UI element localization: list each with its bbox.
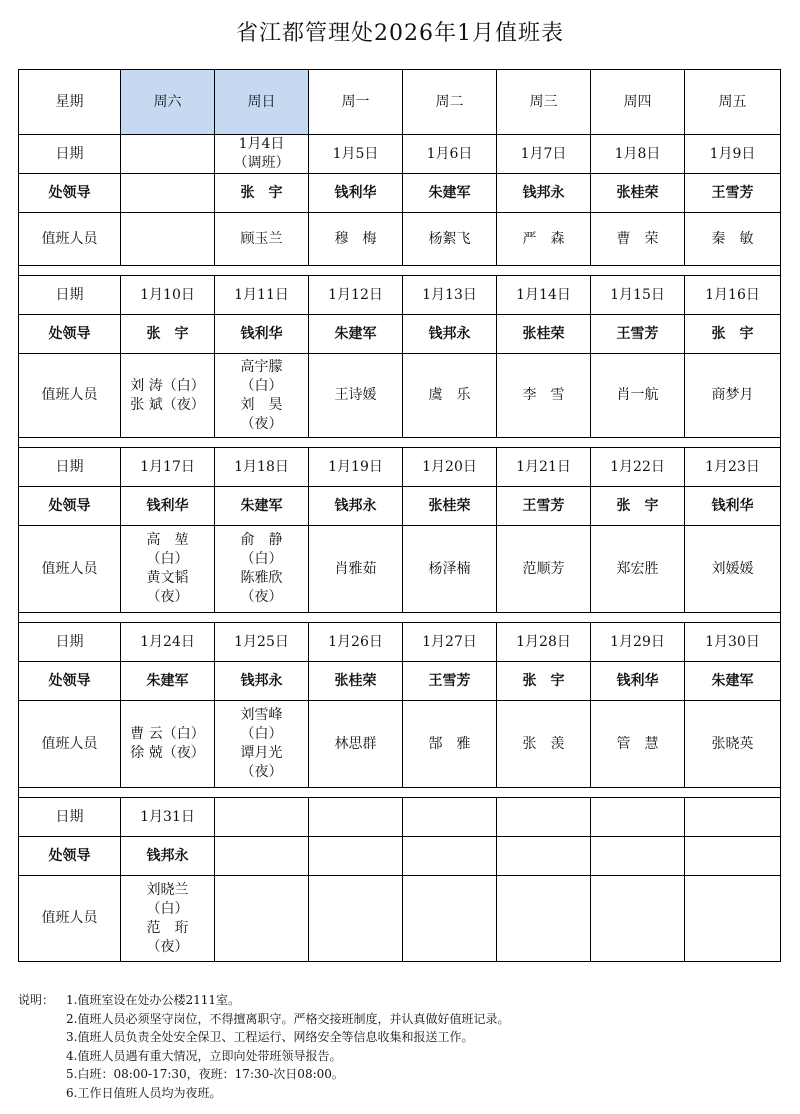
header-day-thu: 周四	[591, 70, 685, 135]
leader-cell: 张 宇	[497, 662, 591, 701]
note-item	[18, 1065, 788, 1084]
staff-cell	[591, 876, 685, 962]
date-cell: 1月9日	[685, 135, 781, 174]
header-day-tue: 周二	[403, 70, 497, 135]
notes-indent	[18, 1010, 66, 1029]
date-cell: 1月17日	[121, 448, 215, 487]
leader-row-label: 处领导	[19, 487, 121, 526]
staff-cell: 刘晓兰 （白） 范 珩 （夜）	[121, 876, 215, 962]
leader-cell: 钱利华	[309, 174, 403, 213]
week-2-leader-row	[19, 315, 781, 354]
separator-cell	[19, 438, 781, 448]
header-day-sat: 周六	[121, 70, 215, 135]
staff-cell	[121, 213, 215, 266]
note-text: 4.值班人员遇有重大情况，立即向处带班领导报告。	[66, 1048, 342, 1063]
staff-cell: 高宇朦 （白） 刘 昊 （夜）	[215, 354, 309, 438]
staff-cell	[403, 876, 497, 962]
staff-cell: 杨絮飞	[403, 213, 497, 266]
staff-cell: 刘 涛（白） 张 斌（夜）	[121, 354, 215, 438]
leader-cell: 钱利华	[685, 487, 781, 526]
week-3-date-row	[19, 448, 781, 487]
date-cell: 1月4日 （调班）	[215, 135, 309, 174]
date-cell	[309, 798, 403, 837]
leader-cell: 钱利华	[121, 487, 215, 526]
staff-cell: 张 羡	[497, 701, 591, 788]
date-cell	[591, 798, 685, 837]
weekday-label: 星期	[19, 70, 121, 135]
date-cell: 1月24日	[121, 623, 215, 662]
leader-row-label: 处领导	[19, 662, 121, 701]
staff-cell: 管 慧	[591, 701, 685, 788]
note-item	[18, 1047, 788, 1066]
note-text: 6.工作日值班人员均为夜班。	[66, 1085, 222, 1100]
week-2-date-row	[19, 276, 781, 315]
week-5-staff-row	[19, 876, 781, 962]
leader-cell: 张桂荣	[309, 662, 403, 701]
leader-cell: 钱邦永	[497, 174, 591, 213]
week-1-date-row	[19, 135, 781, 174]
week-5-leader-row	[19, 837, 781, 876]
date-row-label: 日期	[19, 798, 121, 837]
date-cell	[121, 135, 215, 174]
staff-row-label: 值班人员	[19, 213, 121, 266]
week-4-leader-row	[19, 662, 781, 701]
week-separator	[19, 266, 781, 276]
staff-cell: 顾玉兰	[215, 213, 309, 266]
note-text: 2.值班人员必须坚守岗位，不得擅离职守。严格交接班制度，并认真做好值班记录。	[66, 1011, 510, 1026]
notes-section	[18, 991, 788, 1102]
staff-cell: 曹 荣	[591, 213, 685, 266]
leader-cell	[403, 837, 497, 876]
staff-cell: 商梦月	[685, 354, 781, 438]
staff-cell: 穆 梅	[309, 213, 403, 266]
notes-indent	[18, 1084, 66, 1103]
leader-cell	[309, 837, 403, 876]
week-2-staff-row	[19, 354, 781, 438]
week-3-leader-row	[19, 487, 781, 526]
leader-cell: 朱建军	[403, 174, 497, 213]
leader-cell: 张桂荣	[591, 174, 685, 213]
date-cell: 1月6日	[403, 135, 497, 174]
date-cell: 1月22日	[591, 448, 685, 487]
page-title: 省江都管理处2026年1月值班表	[236, 21, 564, 46]
week-separator	[19, 788, 781, 798]
week-1-leader-row	[19, 174, 781, 213]
staff-cell	[497, 876, 591, 962]
leader-cell	[497, 837, 591, 876]
date-cell: 1月7日	[497, 135, 591, 174]
week-1-staff-row	[19, 213, 781, 266]
leader-cell: 王雪芳	[685, 174, 781, 213]
leader-cell: 钱邦永	[309, 487, 403, 526]
staff-row-label: 值班人员	[19, 876, 121, 962]
date-cell: 1月11日	[215, 276, 309, 315]
week-separator	[19, 613, 781, 623]
date-row-label: 日期	[19, 276, 121, 315]
note-text: 1.值班室设在处办公楼2111室。	[66, 993, 240, 1007]
date-cell: 1月29日	[591, 623, 685, 662]
week-4-staff-row	[19, 701, 781, 788]
leader-cell: 钱利华	[215, 315, 309, 354]
leader-cell: 朱建军	[121, 662, 215, 701]
leader-row-label: 处领导	[19, 315, 121, 354]
week-3-staff-row	[19, 526, 781, 613]
date-cell: 1月8日	[591, 135, 685, 174]
week-5-date-row	[19, 798, 781, 837]
staff-cell: 刘雪峰 （白） 谭月光 （夜）	[215, 701, 309, 788]
staff-row-label: 值班人员	[19, 354, 121, 438]
note-text: 5.白班：08:00-17:30，夜班：17:30-次日08:00。	[66, 1067, 344, 1081]
leader-cell: 王雪芳	[591, 315, 685, 354]
leader-cell: 张桂荣	[403, 487, 497, 526]
staff-cell	[215, 876, 309, 962]
leader-cell: 钱邦永	[215, 662, 309, 701]
leader-row-label: 处领导	[19, 174, 121, 213]
notes-indent	[18, 1065, 66, 1084]
staff-cell: 张晓英	[685, 701, 781, 788]
leader-cell: 钱邦永	[121, 837, 215, 876]
staff-cell: 王诗媛	[309, 354, 403, 438]
week-4-date-row	[19, 623, 781, 662]
leader-cell	[685, 837, 781, 876]
date-cell: 1月28日	[497, 623, 591, 662]
header-day-fri: 周五	[685, 70, 781, 135]
notes-prefix: 说明：	[18, 993, 55, 1007]
staff-cell: 曹 云（白） 徐 兢（夜）	[121, 701, 215, 788]
date-cell: 1月12日	[309, 276, 403, 315]
staff-cell: 李 雪	[497, 354, 591, 438]
date-cell: 1月25日	[215, 623, 309, 662]
note-item	[18, 1010, 788, 1029]
staff-cell: 秦 敏	[685, 213, 781, 266]
leader-cell	[121, 174, 215, 213]
date-cell: 1月23日	[685, 448, 781, 487]
note-text: 3.值班人员负责全处安全保卫、工程运行、网络安全等信息收集和报送工作。	[66, 1030, 474, 1044]
leader-cell: 钱邦永	[403, 315, 497, 354]
date-cell: 1月14日	[497, 276, 591, 315]
leader-cell: 王雪芳	[497, 487, 591, 526]
duty-schedule-table	[18, 69, 781, 962]
date-cell: 1月16日	[685, 276, 781, 315]
staff-cell: 严 森	[497, 213, 591, 266]
staff-cell: 郑宏胜	[591, 526, 685, 613]
leader-cell: 朱建军	[685, 662, 781, 701]
separator-cell	[19, 266, 781, 276]
leader-cell: 朱建军	[309, 315, 403, 354]
date-cell: 1月20日	[403, 448, 497, 487]
staff-cell: 肖一航	[591, 354, 685, 438]
note-item	[18, 991, 788, 1010]
leader-cell	[215, 837, 309, 876]
date-cell	[215, 798, 309, 837]
staff-cell: 刘媛媛	[685, 526, 781, 613]
staff-cell: 俞 静 （白） 陈雅欣 （夜）	[215, 526, 309, 613]
note-item	[18, 1084, 788, 1103]
date-cell: 1月15日	[591, 276, 685, 315]
date-cell: 1月21日	[497, 448, 591, 487]
header-day-mon: 周一	[309, 70, 403, 135]
date-cell: 1月5日	[309, 135, 403, 174]
staff-row-label: 值班人员	[19, 526, 121, 613]
leader-row-label: 处领导	[19, 837, 121, 876]
staff-row-label: 值班人员	[19, 701, 121, 788]
date-cell	[497, 798, 591, 837]
leader-cell: 张 宇	[215, 174, 309, 213]
staff-cell: 高 堃 （白） 黄文韬 （夜）	[121, 526, 215, 613]
date-row-label: 日期	[19, 623, 121, 662]
leader-cell: 张 宇	[685, 315, 781, 354]
staff-cell: 林思群	[309, 701, 403, 788]
date-cell	[685, 798, 781, 837]
date-cell: 1月18日	[215, 448, 309, 487]
staff-cell: 杨泽楠	[403, 526, 497, 613]
header-day-sun: 周日	[215, 70, 309, 135]
date-cell: 1月26日	[309, 623, 403, 662]
date-cell: 1月31日	[121, 798, 215, 837]
separator-cell	[19, 613, 781, 623]
date-cell: 1月10日	[121, 276, 215, 315]
week-separator	[19, 438, 781, 448]
staff-cell: 肖雅茹	[309, 526, 403, 613]
date-row-label: 日期	[19, 135, 121, 174]
notes-indent	[18, 1047, 66, 1066]
leader-cell	[591, 837, 685, 876]
staff-cell: 虞 乐	[403, 354, 497, 438]
notes-indent	[18, 1028, 66, 1047]
leader-cell: 钱利华	[591, 662, 685, 701]
date-row-label: 日期	[19, 448, 121, 487]
note-item	[18, 1028, 788, 1047]
date-cell: 1月19日	[309, 448, 403, 487]
staff-cell: 范顺芳	[497, 526, 591, 613]
staff-cell	[685, 876, 781, 962]
staff-cell: 郜 雅	[403, 701, 497, 788]
date-cell: 1月13日	[403, 276, 497, 315]
staff-cell	[309, 876, 403, 962]
date-cell	[403, 798, 497, 837]
leader-cell: 张桂荣	[497, 315, 591, 354]
leader-cell: 王雪芳	[403, 662, 497, 701]
header-day-wed: 周三	[497, 70, 591, 135]
header-row	[19, 70, 781, 135]
leader-cell: 张 宇	[121, 315, 215, 354]
date-cell: 1月27日	[403, 623, 497, 662]
date-cell: 1月30日	[685, 623, 781, 662]
leader-cell: 张 宇	[591, 487, 685, 526]
separator-cell	[19, 788, 781, 798]
leader-cell: 朱建军	[215, 487, 309, 526]
